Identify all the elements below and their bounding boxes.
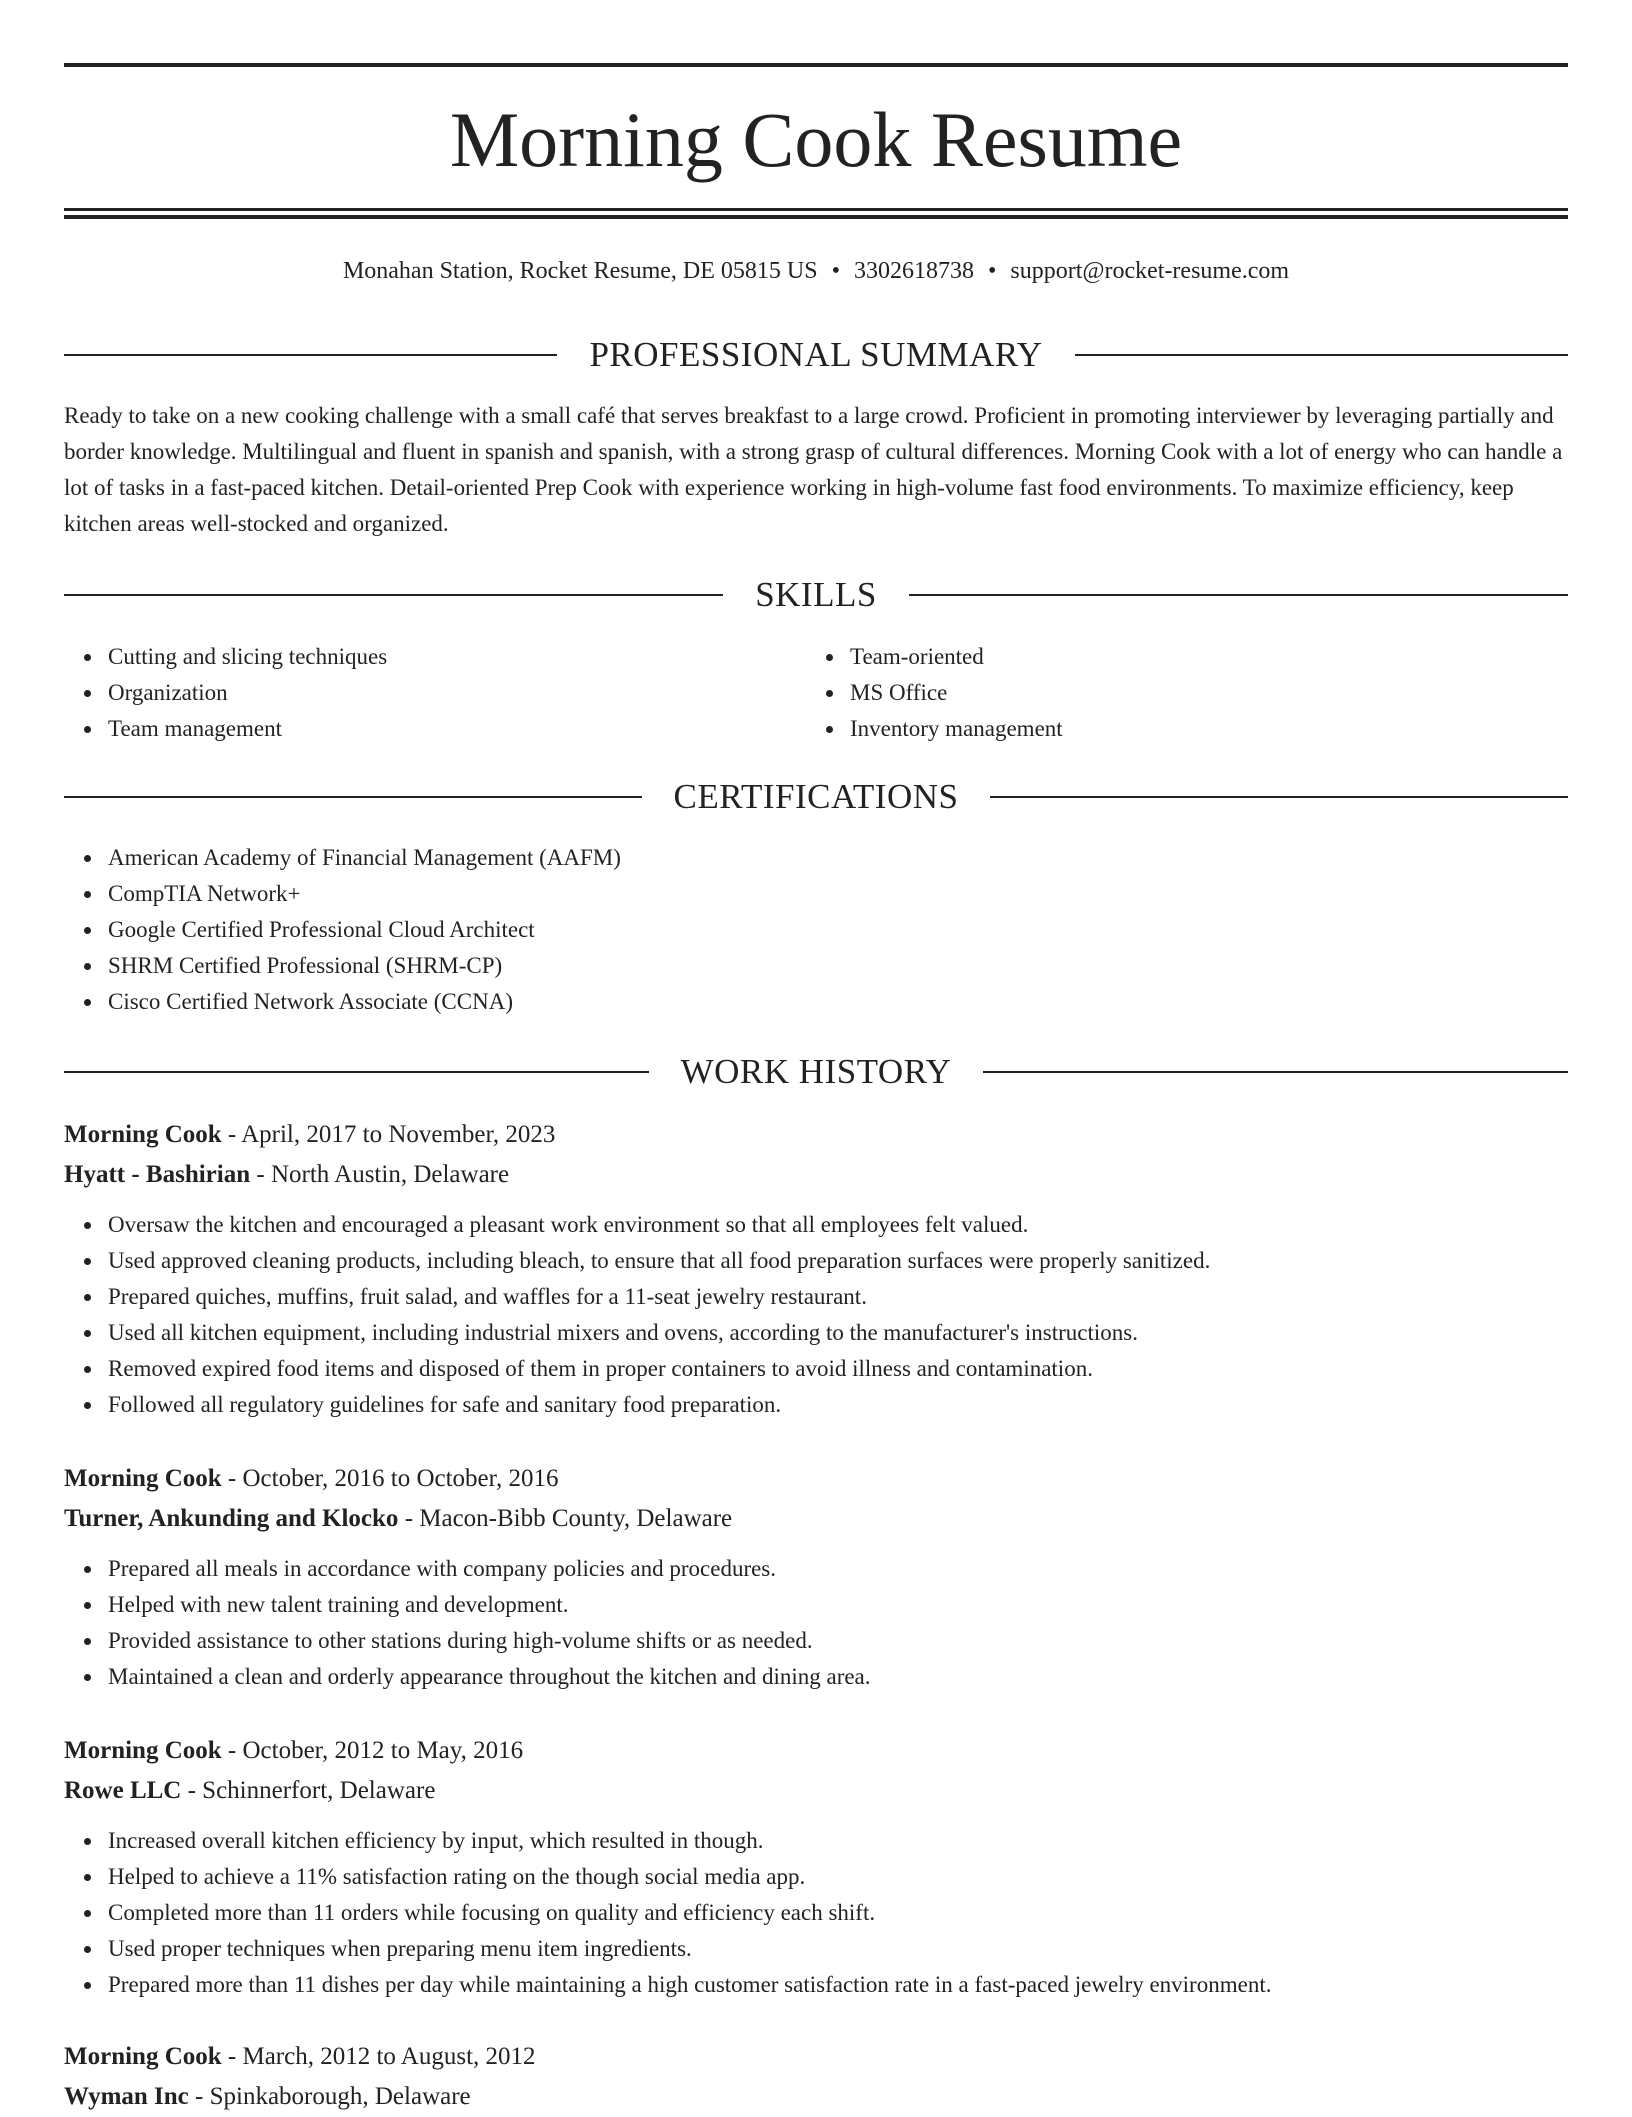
- job-duty: Prepared quiches, muffins, fruit salad, and waffles for a 11-seat jewelry restaurant.: [108, 1279, 1568, 1315]
- job-dates: - April, 2017 to November, 2023: [221, 1121, 556, 1148]
- job-duty: Increased overall kitchen efficiency by input, which resulted in though.: [108, 1823, 1568, 1859]
- summary-text: Ready to take on a new cooking challenge with a small café that serves breakfast to a large crowd. Proficient in promoting interviewer by leveraging partially and border knowledge. Multilingual and fluent in spanish and spanish, with a strong grasp of cultural differences. Morning Cook with a lot of energy who can handle a lot of tasks in a fast-paced kitchen. Detail-oriented Prep Cook with experience working in high-volume fast food environments. To maximize efficiency, keep kitchen areas well-stocked and organized.: [64, 403, 1563, 536]
- job-entry: [64, 2037, 1568, 2117]
- job-duty: Prepared all meals in accordance with company policies and procedures.: [108, 1551, 1568, 1587]
- job-duty: Followed all regulatory guidelines for safe and sanitary food preparation.: [108, 1387, 1568, 1423]
- job-title: Morning Cook: [64, 1465, 222, 1492]
- job-company: Wyman Inc: [64, 2083, 189, 2110]
- skill-item: Team management: [108, 711, 806, 747]
- job-duty: Prepared more than 11 dishes per day while maintaining a high customer satisfaction rate in a fast-paced jewelry environment.: [108, 1967, 1568, 2003]
- contact-phone: 3302618738: [853, 258, 974, 284]
- heading-rule: [1075, 354, 1568, 356]
- job-location: - Schinnerfort, Delaware: [181, 1777, 436, 1804]
- work-history-heading: [64, 1050, 1568, 1094]
- job-company: Rowe LLC: [64, 1777, 182, 1804]
- certification-item: CompTIA Network+: [108, 876, 1568, 912]
- skill-item: Inventory management: [850, 711, 1548, 747]
- heading-rule: [64, 594, 723, 596]
- job-duty: Used proper techniques when preparing menu item ingredients.: [108, 1931, 1568, 1967]
- header-double-rule-lower: [64, 215, 1568, 219]
- job-title: Morning Cook: [64, 2043, 222, 2070]
- job-entry: [64, 1459, 1568, 1695]
- job-title: Morning Cook: [64, 1121, 222, 1148]
- job-location: - Macon-Bibb County, Delaware: [398, 1505, 733, 1532]
- job-duty: Helped to achieve a 11% satisfaction rating on the though social media app.: [108, 1859, 1568, 1895]
- skill-item: Team-oriented: [850, 639, 1548, 675]
- job-company-line: [64, 1499, 1568, 1539]
- skill-item: MS Office: [850, 675, 1548, 711]
- contact-separator: •: [987, 258, 997, 284]
- skill-item: Cutting and slicing techniques: [108, 639, 806, 675]
- job-dates: - October, 2012 to May, 2016: [221, 1737, 524, 1764]
- job-company: Turner, Ankunding and Klocko: [64, 1505, 399, 1532]
- job-duty: Removed expired food items and disposed of them in proper containers to avoid illness and contamination.: [108, 1351, 1568, 1387]
- job-duty: Maintained a clean and orderly appearance throughout the kitchen and dining area.: [108, 1659, 1568, 1695]
- job-title-line: [64, 1459, 1568, 1499]
- certifications-heading: [64, 775, 1568, 819]
- heading-rule: [64, 354, 557, 356]
- skills-column-right: [806, 639, 1548, 747]
- work-history-heading-label: WORK HISTORY: [680, 1052, 952, 1091]
- job-dates: - October, 2016 to October, 2016: [221, 1465, 559, 1492]
- job-location: - Spinkaborough, Delaware: [188, 2083, 471, 2110]
- job-dates: - March, 2012 to August, 2012: [221, 2043, 536, 2070]
- summary-heading: [64, 333, 1568, 377]
- job-duty: Used approved cleaning products, including bleach, to ensure that all food preparation surfaces were properly sanitized.: [108, 1243, 1568, 1279]
- certification-item: American Academy of Financial Management (AAFM): [108, 840, 1568, 876]
- job-duty: Provided assistance to other stations during high-volume shifts or as needed.: [108, 1623, 1568, 1659]
- heading-rule: [64, 1071, 649, 1073]
- job-duties: [64, 1551, 1568, 1695]
- skills-heading: [64, 573, 1568, 617]
- heading-rule: [909, 594, 1568, 596]
- heading-rule: [983, 1071, 1568, 1073]
- job-company-line: [64, 1155, 1568, 1195]
- job-title-line: [64, 1731, 1568, 1771]
- resume-title: Morning Cook Resume: [449, 96, 1183, 183]
- job-title-line: [64, 2037, 1568, 2077]
- job-entry: [64, 1731, 1568, 2003]
- job-company-line: [64, 1771, 1568, 1811]
- job-title-line: [64, 1115, 1568, 1155]
- job-duty: Oversaw the kitchen and encouraged a pleasant work environment so that all employees felt valued.: [108, 1207, 1568, 1243]
- contact-line: [64, 254, 1568, 288]
- heading-rule: [990, 796, 1568, 798]
- certifications-list: [64, 840, 1568, 1020]
- heading-rule: [64, 796, 642, 798]
- summary-heading-label: PROFESSIONAL SUMMARY: [589, 335, 1043, 374]
- job-duty: Completed more than 11 orders while focusing on quality and efficiency each shift.: [108, 1895, 1568, 1931]
- contact-separator: •: [831, 258, 840, 284]
- certification-item: Google Certified Professional Cloud Architect: [108, 912, 1568, 948]
- certifications-heading-label: CERTIFICATIONS: [673, 777, 959, 816]
- job-duties: [64, 1823, 1568, 2003]
- certification-item: Cisco Certified Network Associate (CCNA): [108, 984, 1568, 1020]
- skills-list: [64, 639, 1568, 747]
- job-duty: Helped with new talent training and development.: [108, 1587, 1568, 1623]
- header-top-rule: [64, 63, 1568, 67]
- contact-address: Monahan Station, Rocket Resume, DE 05815 US: [342, 258, 818, 284]
- job-company: Hyatt - Bashirian: [64, 1161, 251, 1188]
- skills-column-left: [64, 639, 806, 747]
- header-double-rule-upper: [64, 208, 1568, 211]
- job-duty: Used all kitchen equipment, including industrial mixers and ovens, according to the manufacturer's instructions.: [108, 1315, 1568, 1351]
- contact-email: support@rocket-resume.com: [1010, 258, 1290, 284]
- job-entry: [64, 1115, 1568, 1423]
- certification-item: SHRM Certified Professional (SHRM-CP): [108, 948, 1568, 984]
- skill-item: Organization: [108, 675, 806, 711]
- job-location: - North Austin, Delaware: [250, 1161, 510, 1188]
- job-company-line: [64, 2077, 1568, 2117]
- skills-heading-label: SKILLS: [755, 575, 877, 614]
- job-duties: [64, 1207, 1568, 1423]
- job-title: Morning Cook: [64, 1737, 222, 1764]
